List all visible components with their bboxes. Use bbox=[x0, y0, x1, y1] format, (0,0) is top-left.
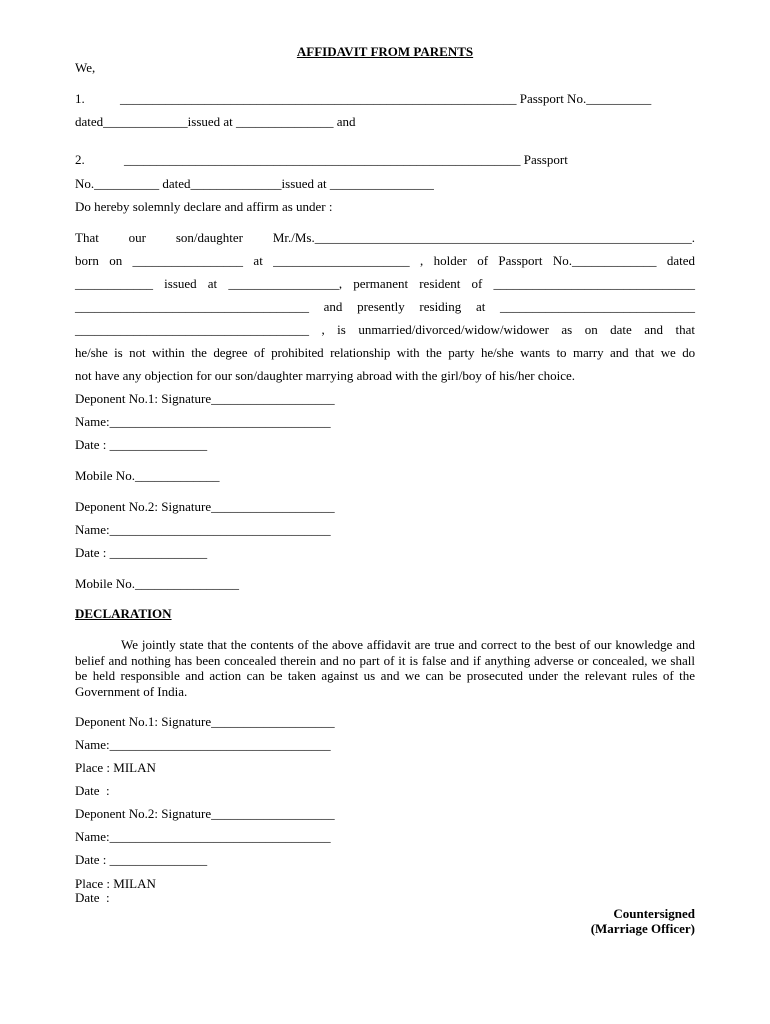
deponent-2-name: Name:__________________________________ bbox=[75, 522, 331, 537]
declaration-place-1: Place : MILAN bbox=[75, 760, 156, 775]
marriage-officer-label: (Marriage Officer) bbox=[590, 921, 695, 936]
parent-2-line-2: No.__________ dated______________issued at ________________ bbox=[75, 176, 434, 191]
parent-2-number: 2. bbox=[75, 152, 85, 167]
body-line: ____________________________________ , is unmarried/divorced/widow/widower as on date and that bbox=[75, 322, 695, 337]
countersigned-label: Countersigned bbox=[613, 906, 695, 921]
deponent-2-signature: Deponent No.2: Signature___________________ bbox=[75, 499, 335, 514]
we-text: We, bbox=[75, 60, 96, 75]
body-line: ____________________________________ and presently residing at ______________________________ bbox=[75, 299, 695, 314]
declaration-deponent-2-signature: Deponent No.2: Signature___________________ bbox=[75, 806, 335, 821]
declaration-place-2: Place : MILAN bbox=[75, 876, 156, 891]
body-line: not have any objection for our son/daughter marrying abroad with the girl/boy of his/her choice. bbox=[75, 368, 575, 383]
declare-text: Do hereby solemnly declare and affirm as under : bbox=[75, 199, 333, 214]
declaration-deponent-1-name: Name:__________________________________ bbox=[75, 737, 331, 752]
deponent-2-date: Date : _______________ bbox=[75, 545, 208, 560]
affidavit-body bbox=[75, 226, 695, 387]
declaration-deponent-1-signature: Deponent No.1: Signature___________________ bbox=[75, 714, 335, 729]
parent-1-line-2: dated_____________issued at _______________ and bbox=[75, 114, 356, 129]
body-line: ____________ issued at _________________, permanent resident of _______________________________ bbox=[75, 276, 695, 291]
parent-1-line: _____________________________________________________________ Passport No.__________ bbox=[120, 91, 652, 106]
body-line: That our son/daughter Mr./Ms.__________________________________________________________. bbox=[75, 230, 695, 245]
deponent-2-mobile: Mobile No.________________ bbox=[75, 576, 239, 591]
deponent-1-signature: Deponent No.1: Signature___________________ bbox=[75, 391, 335, 406]
deponent-1-date: Date : _______________ bbox=[75, 437, 208, 452]
declaration-text: We jointly state that the contents of the above affidavit are true and correct to the best of our knowledge and belief and nothing has been concealed therein and no part of it is false and if anything adverse or concealed, we shall be held responsible and action can be taken against us and we can be prosecuted under the relevant rules of the Government of India. bbox=[75, 637, 695, 699]
declaration-date-1: Date : bbox=[75, 783, 110, 798]
document-title: AFFIDAVIT FROM PARENTS bbox=[296, 44, 474, 59]
deponent-1-mobile: Mobile No._____________ bbox=[75, 468, 220, 483]
declaration-deponent-2-name: Name:__________________________________ bbox=[75, 829, 331, 844]
parent-1-number: 1. bbox=[75, 91, 85, 106]
body-line: born on _________________ at _____________________ , holder of Passport No._____________ dated bbox=[75, 253, 695, 268]
body-line: he/she is not within the degree of prohibited relationship with the party he/she wants to marry and that we do bbox=[75, 345, 695, 360]
declaration-date-2: Date : _______________ bbox=[75, 852, 208, 867]
declaration-date-3: Date : bbox=[75, 890, 110, 905]
deponent-1-name: Name:__________________________________ bbox=[75, 414, 331, 429]
declaration-heading: DECLARATION bbox=[75, 606, 172, 621]
parent-2-line: _____________________________________________________________ Passport bbox=[124, 152, 568, 167]
